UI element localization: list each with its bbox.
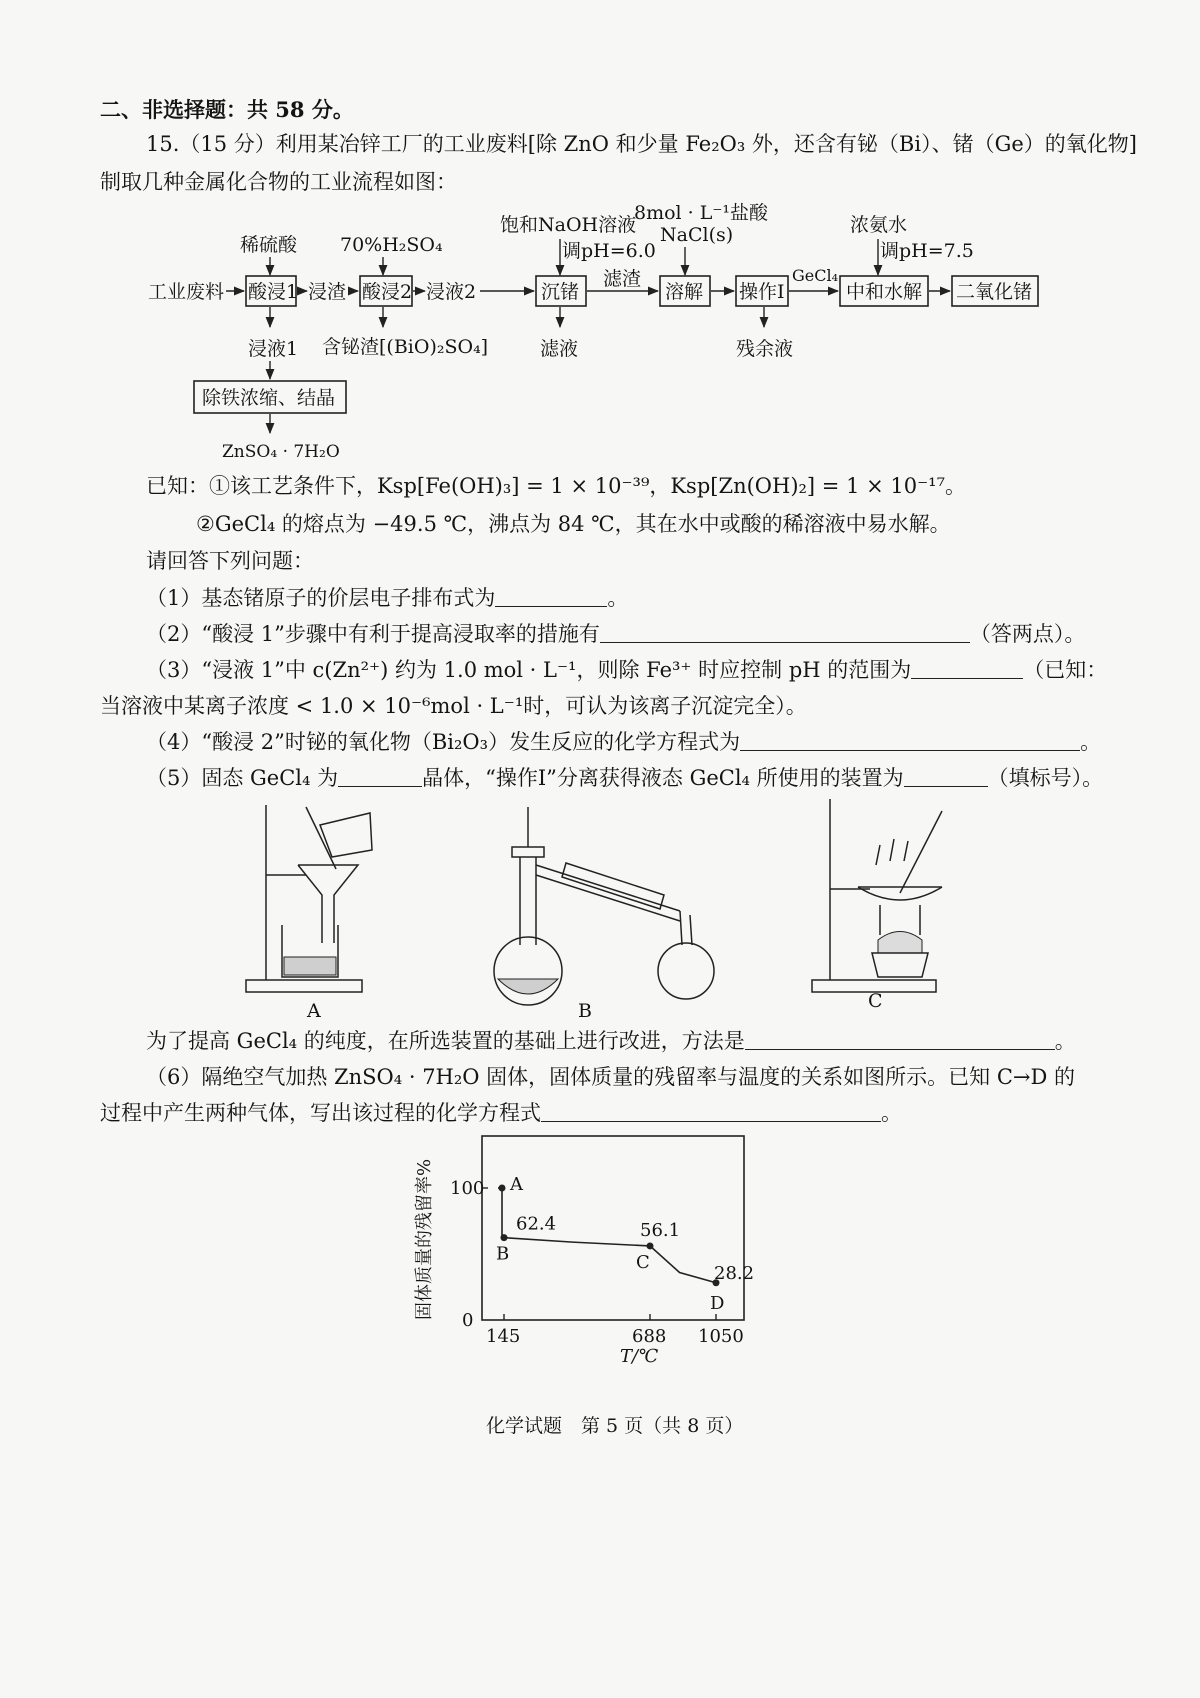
process-flow-chart — [0, 195, 1200, 465]
sub-question-5-improve: 为了提高 GeCl₄ 的纯度，在所选装置的基础上进行改进，方法是 。 — [146, 1029, 1076, 1053]
apparatus-label-b: B — [578, 1000, 592, 1022]
reagent-nacl: NaCl(s) — [660, 224, 734, 246]
data-label: 28.2 — [714, 1262, 755, 1284]
flow-waste: 工业废料 — [148, 281, 225, 303]
reagent-ph75: 调pH=7.5 — [880, 240, 974, 262]
flow-znso4: ZnSO₄ · 7H₂O — [222, 442, 340, 462]
data-point-b — [501, 1234, 508, 1241]
flow-filtrate: 滤液 — [540, 338, 579, 360]
data-label: 62.4 — [516, 1213, 557, 1235]
chart-marks — [496, 1174, 754, 1314]
answer-blank-5b[interactable] — [904, 766, 988, 787]
box-dissolve-label: 溶解 — [665, 281, 704, 303]
chart-x-label: T/℃ — [620, 1346, 659, 1367]
sub-question-6: （6）隔绝空气加热 ZnSO₄ · 7H₂O 固体，固体质量的残留率与温度的关系如图所示。已知 C→D 的 — [146, 1065, 1076, 1089]
chart-y-label: 固体质量的残留率% — [414, 1158, 435, 1320]
apparatus-label-c: C — [868, 990, 883, 1012]
box-remove-fe-label: 除铁浓缩、结晶 — [202, 387, 336, 409]
page-footer: 化学试题 第 5 页（共 8 页） — [486, 1415, 744, 1437]
reagent-ph6: 调pH=6.0 — [562, 240, 656, 262]
apparatus-figure — [0, 795, 1200, 1025]
reagent-dilute-h2so4: 稀硫酸 — [240, 234, 298, 256]
reagent-hcl: 8mol · L⁻¹盐酸 — [634, 202, 769, 224]
reagent-conc-ammonia: 浓氨水 — [850, 214, 908, 236]
box-geo2-label: 二氧化锗 — [956, 281, 1033, 303]
x-tick-label: 688 — [632, 1326, 667, 1347]
y-tick-label: 0 — [462, 1310, 474, 1331]
data-point-c — [647, 1242, 654, 1249]
x-tick-label: 1050 — [698, 1326, 744, 1347]
chart-ticks — [450, 1178, 744, 1347]
box-acid-leach2-label: 酸浸2 — [362, 281, 413, 303]
point-label-d: D — [710, 1292, 725, 1314]
sub-question-5: （5）固态 GeCl₄ 为 晶体，“操作Ⅰ”分离获得液态 GeCl₄ 所使用的装置为 （填标号）。 — [146, 766, 1104, 790]
box-operation1-label: 操作Ⅰ — [739, 281, 785, 303]
reagent-sat-naoh: 饱和NaOH溶液 — [500, 214, 637, 236]
data-point-a — [499, 1185, 506, 1192]
answer-blank-6[interactable] — [541, 1101, 881, 1122]
flow-leachate2: 浸液2 — [426, 281, 477, 303]
point-label-a: A — [510, 1174, 523, 1195]
question-stem-line2: 制取几种金属化合物的工业流程如图： — [100, 170, 457, 194]
flow-gecl4: GeCl₄ — [792, 266, 839, 285]
flow-residual-liquid: 残余液 — [736, 338, 794, 360]
apparatus-a-filtration — [246, 805, 372, 992]
sub-question-1: （1）基态锗原子的价层电子排布式为 。 — [146, 586, 629, 610]
sub-question-3: （3）“浸液 1”中 c(Zn²⁺) 约为 1.0 mol · L⁻¹，则除 Fe³⁺ 时应控制 pH 的范围为 （已知： — [146, 658, 1108, 682]
data-label: 56.1 — [640, 1219, 681, 1241]
residue-rate-chart — [400, 1130, 760, 1370]
box-precip-ge-label: 沉锗 — [541, 281, 580, 303]
sub-question-2: （2）“酸浸 1”步骤中有利于提高浸取率的措施有 （答两点）。 — [146, 622, 1086, 646]
question-stem-line1: 15.（15 分）利用某冶锌工厂的工业废料[除 ZnO 和少量 Fe₂O₃ 外，还含有铋（Bi）、锗（Ge）的氧化物] — [146, 132, 1137, 156]
sub-question-6-cont: 过程中产生两种气体，写出该过程的化学方程式 。 — [100, 1101, 902, 1125]
box-neutral-hydrolysis-label: 中和水解 — [846, 281, 923, 303]
chart-series-line — [498, 1188, 716, 1283]
y-tick-label: 100 — [450, 1178, 485, 1199]
flow-residue: 浸渣 — [308, 281, 347, 303]
apparatus-b-distillation — [494, 807, 714, 1005]
answer-blank-5a[interactable] — [338, 766, 422, 787]
point-label-c: C — [636, 1251, 650, 1273]
answer-prompt: 请回答下列问题： — [146, 549, 314, 573]
box-acid-leach1-label: 酸浸1 — [248, 281, 299, 303]
flow-bi-residue: 含铋渣[(BiO)₂SO₄] — [322, 336, 489, 358]
sub-question-4: （4）“酸浸 2”时铋的氧化物（Bi₂O₃）发生反应的化学方程式为 。 — [146, 730, 1102, 754]
section-title: 二、非选择题：共 58 分。 — [100, 97, 354, 122]
reagent-h2so4-70: 70%H₂SO₄ — [340, 234, 443, 256]
answer-blank-2[interactable] — [600, 622, 970, 643]
apparatus-c-evaporation — [812, 799, 942, 992]
answer-blank-5c[interactable] — [745, 1029, 1055, 1050]
flow-leachate1: 浸液1 — [248, 338, 299, 360]
apparatus-label-a: A — [307, 1000, 321, 1022]
answer-blank-1[interactable] — [495, 586, 607, 607]
sub-question-3-cont: 当溶液中某离子浓度 < 1.0 × 10⁻⁶mol · L⁻¹时，可认为该离子沉淀完全）。 — [100, 694, 807, 718]
x-tick-label: 145 — [486, 1326, 521, 1347]
known-1: 已知：①该工艺条件下，Ksp[Fe(OH)₃] = 1 × 10⁻³⁹，Ksp[Zn(OH)₂] = 1 × 10⁻¹⁷。 — [146, 474, 967, 498]
answer-blank-3[interactable] — [911, 658, 1023, 679]
known-2: ②GeCl₄ 的熔点为 −49.5 ℃，沸点为 84 ℃，其在水中或酸的稀溶液中易水解。 — [196, 512, 951, 536]
flow-filter-residue: 滤渣 — [603, 268, 642, 290]
answer-blank-4[interactable] — [740, 730, 1080, 751]
point-label-b: B — [496, 1243, 510, 1265]
